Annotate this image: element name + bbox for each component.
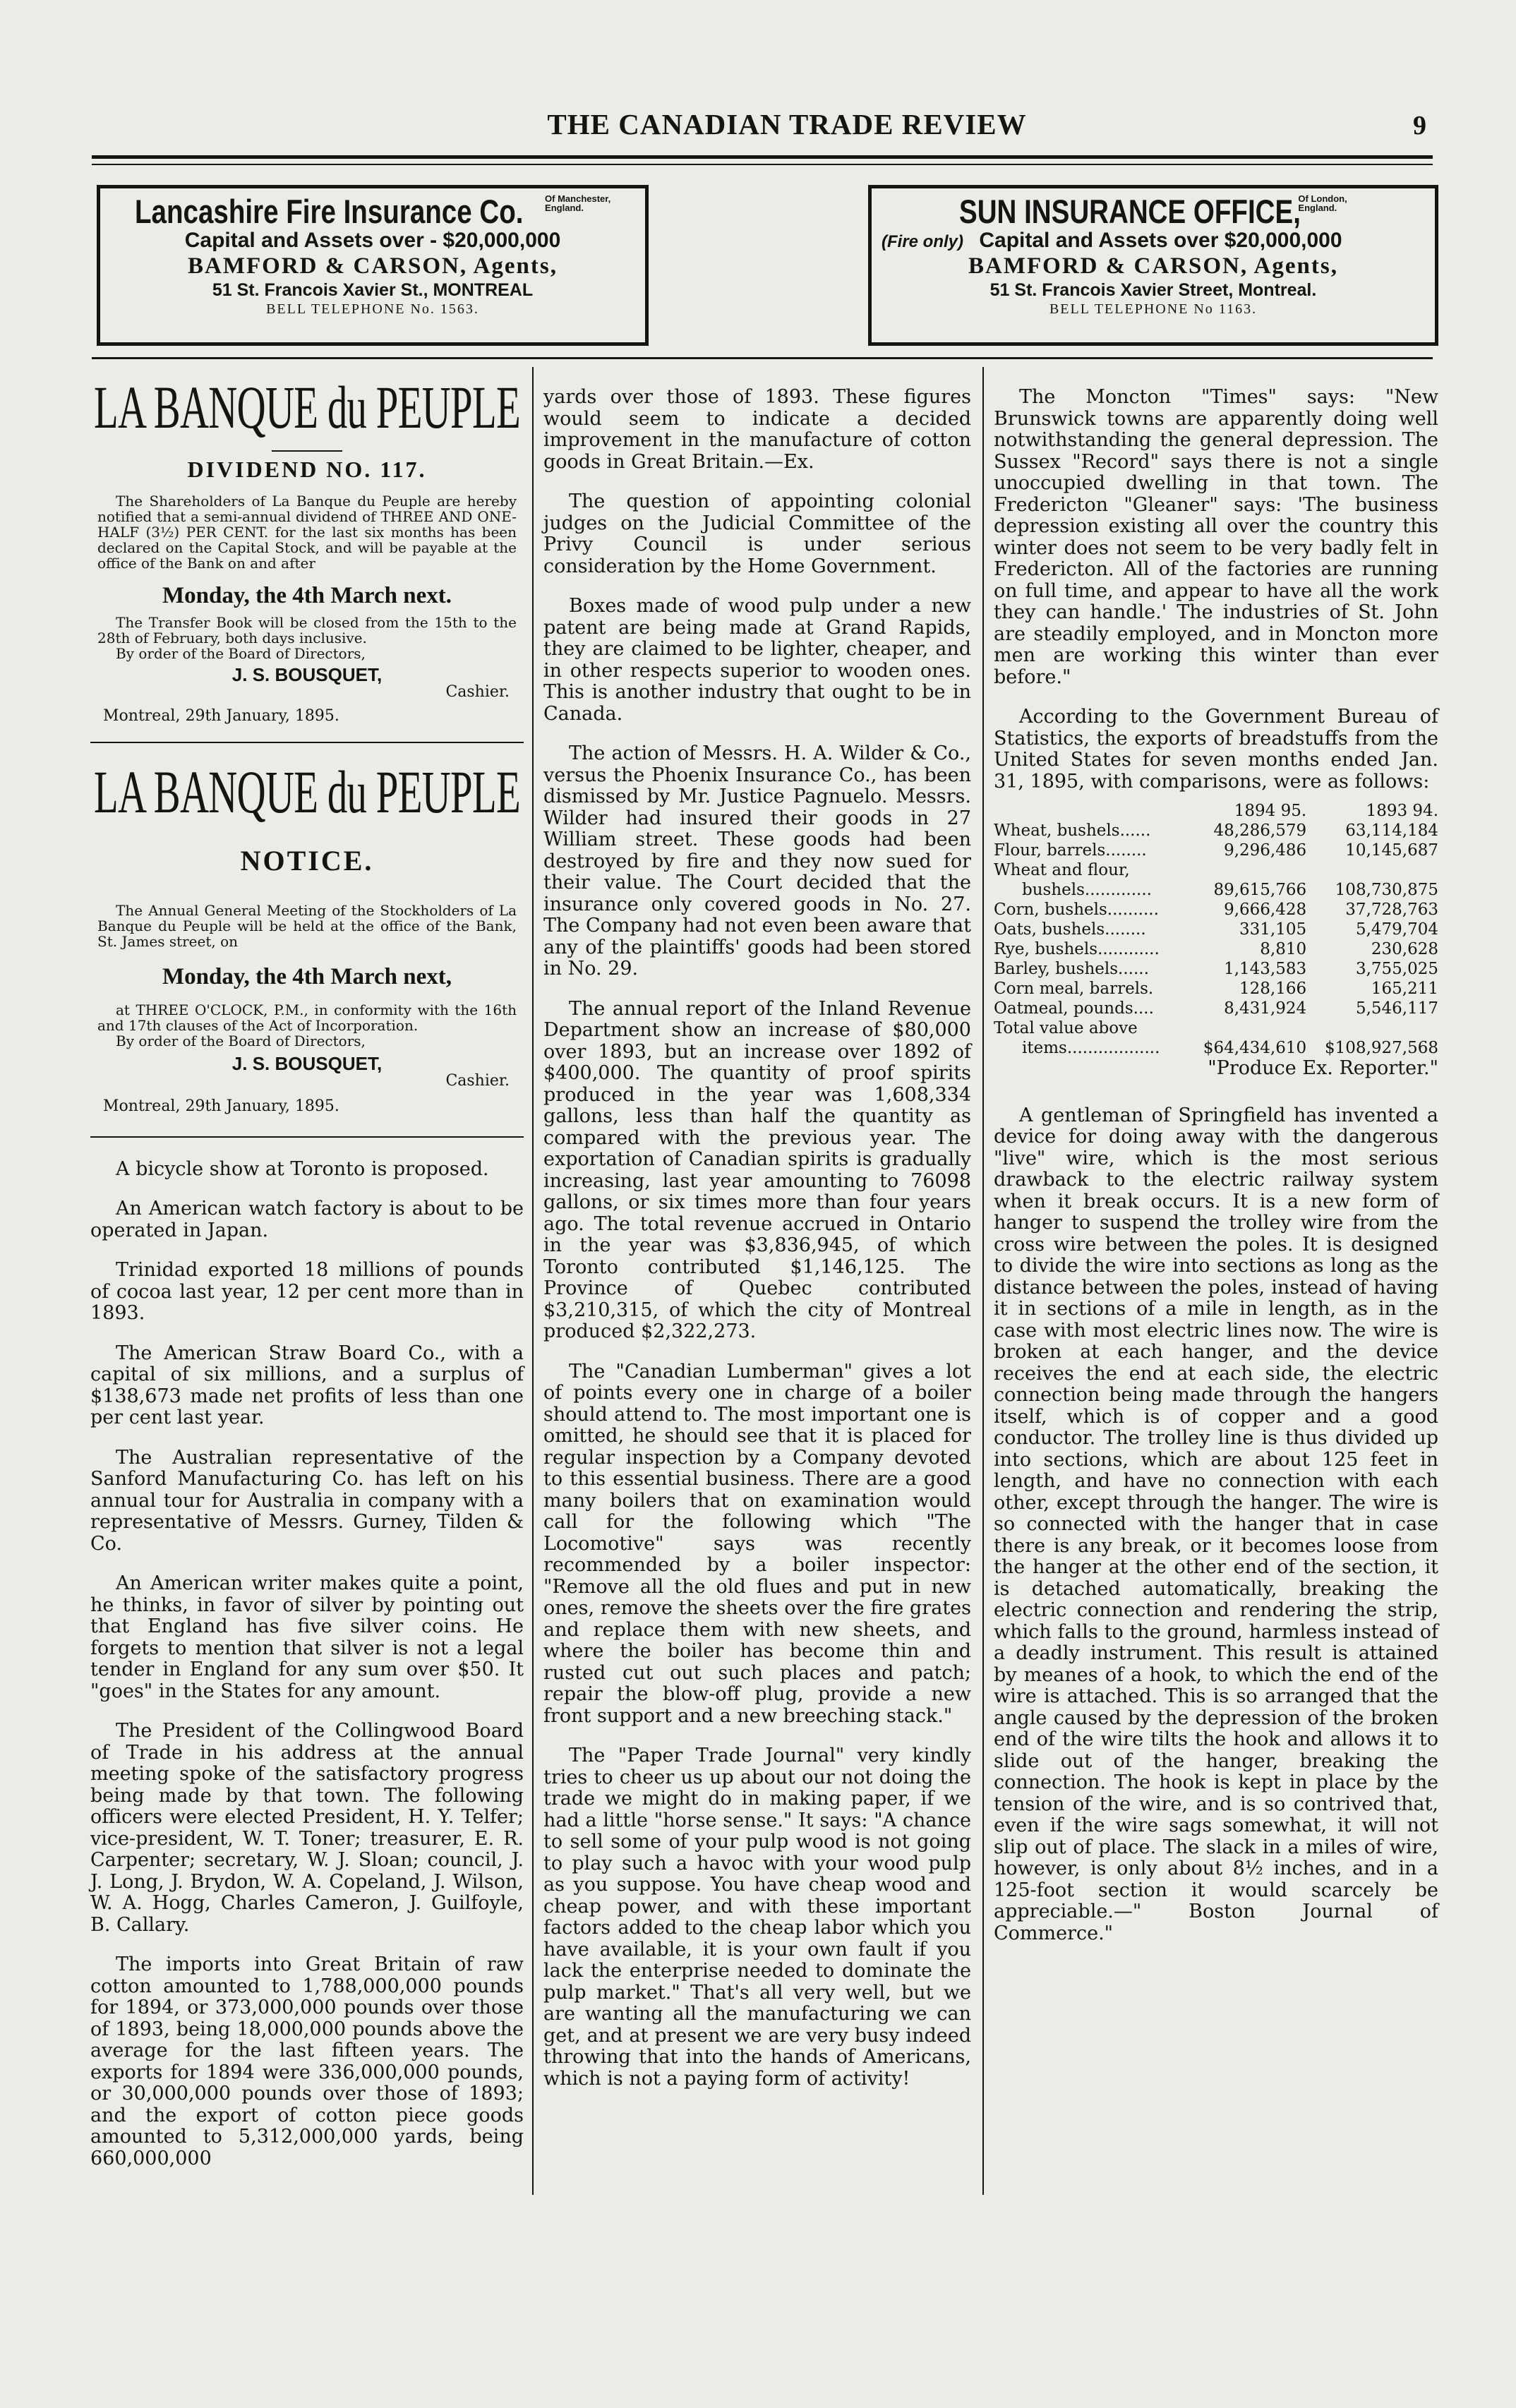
running-head-title: THE CANADIAN TRADE REVIEW bbox=[547, 108, 1027, 140]
table-row bbox=[994, 959, 1438, 979]
col2-item: yards over those of 1893. These figures would seem to indicate a decided improvement in the manufacture of cotton goods in Great Britain.—Ex. bbox=[543, 386, 971, 473]
table-row bbox=[994, 880, 1438, 900]
row-value-b: 230,628 bbox=[1371, 940, 1438, 958]
table-header-cell: 1894 95. bbox=[1234, 802, 1307, 820]
row-item: Total value above bbox=[994, 1019, 1138, 1037]
table-row bbox=[994, 900, 1438, 920]
ad-right-telephone: BELL TELEPHONE No 1163. bbox=[1049, 301, 1258, 317]
col1-item: An American writer makes quite a point, he thinks, in favor of silver by pointing out that England has five silver coins. He forgets to mention that silver is not a legal tender in England for any sum over $50. It "goes" in the States for any amount. bbox=[90, 1572, 524, 1702]
row-value-a: 1,143,583 bbox=[1224, 960, 1307, 978]
ad-left-address: 51 St. Francois Xavier St., MONTREAL bbox=[212, 279, 534, 300]
row-value-b: $108,927,568 bbox=[1325, 1039, 1438, 1057]
ad-left-origin-1: Of Manchester, bbox=[545, 193, 611, 204]
row-value-b: 108,730,875 bbox=[1335, 881, 1438, 899]
table-row bbox=[994, 920, 1438, 939]
column-1-news bbox=[90, 1159, 524, 2170]
dividend-role: Cashier. bbox=[445, 682, 510, 701]
row-value-b: 165,211 bbox=[1371, 980, 1438, 998]
meeting-signature: J. S. BOUSQUET, bbox=[231, 1053, 383, 1075]
meeting-body: The Annual General Meeting of the Stockholders of La Banque du Peuple will be held at the office of the Bank, St. James street, on bbox=[97, 902, 517, 951]
row-value-b: 5,479,704 bbox=[1355, 920, 1438, 939]
table-header-cell: 1893 94. bbox=[1366, 802, 1438, 820]
column-2 bbox=[543, 387, 971, 2090]
table-row bbox=[994, 860, 1438, 880]
col3-trolley-article: A gentleman of Springfield has invented a device for doing away with the dangerous "live" wire, which is the most serious drawback to the electric railway system when it break occurs. It is a new form of hanger to suspend the trolley wire from the cross wire between the poles. It is designed to divide the wire into sections as long as the distance between the poles, instead of having it in sections of a mile in length, as in the case with most electric lines now. The wire is broken at each hanger, and the device receives the end at each side, the electric connection being made through the hangers itself, which is of copper and a good conductor. The trolley line is thus divided up into sections, which are about 125 feet in length, and have no connection with each other, except through the hanger. The wire is so connected with the hanger that in case there is any break, or it becomes loose from the hanger at the other end of the section, it is detached automatically, breaking the electric connection and rendering the strip, which falls to the ground, harmless instead of a deadly instrument. This result is attained by meanes of a hook, to which the end of the wire is attached. This is so arranged that the angle caused by the depression of the broken end of the wire tilts the hook and allows it to slide out of the hanger, breaking the connection. The hook is kept in place by the tension of the wire, and is so contrived that, even if the wire sags somewhat, it will not slip out of place. The slack in a miles of wire, however, is only about 8½ inches, and in a 125-foot section it would scarcely be appreciable.—" Boston Journal of Commerce." bbox=[994, 1104, 1438, 1944]
table-row bbox=[994, 1038, 1438, 1058]
row-value-a bbox=[1186, 1018, 1306, 1038]
table-row bbox=[994, 841, 1438, 860]
table-row bbox=[994, 821, 1438, 841]
row-item: Oats, bushels........ bbox=[994, 920, 1146, 939]
row-item: items.................. bbox=[1022, 1039, 1160, 1057]
exports-source: "Produce Ex. Reporter." bbox=[1208, 1057, 1438, 1079]
row-value-b bbox=[1306, 1018, 1438, 1038]
ad-right-capital: Capital and Assets over $20,000,000 bbox=[979, 229, 1342, 253]
meeting-bank-name: LA BANQUE du PEUPLE bbox=[94, 757, 520, 826]
row-value-a: 48,286,579 bbox=[1213, 821, 1307, 840]
row-item: Corn, bushels.......... bbox=[994, 901, 1159, 919]
row-value-b: 37,728,763 bbox=[1345, 901, 1438, 919]
dividend-signature: J. S. BOUSQUET, bbox=[231, 664, 383, 686]
ad-left-agents: BAMFORD & CARSON, Agents, bbox=[188, 253, 558, 279]
row-value-b: 3,755,025 bbox=[1355, 960, 1438, 978]
dividend-dateline: Montreal, 29th January, 1895. bbox=[103, 707, 339, 726]
table-row bbox=[994, 999, 1438, 1018]
col2-item: The action of Messrs. H. A. Wilder & Co., versus the Phoenix Insurance Co., has been dismissed by Mr. Justice Pagnuelo. Messrs. Wilder had insured their goods in 27 William street. These goods had been destroyed by fire and they now sued for their value. The Court decided that the insurance only covered goods in No. 27. The Company had not even been aware that any of the plaintiffs' goods had been stored in No. 29. bbox=[543, 742, 971, 980]
row-item: Oatmeal, pounds.... bbox=[994, 999, 1154, 1018]
sun-insurance-ad bbox=[868, 185, 1438, 346]
table-row bbox=[994, 1018, 1438, 1038]
row-value-b: 63,114,184 bbox=[1345, 821, 1438, 840]
ad-left-origin-2: England. bbox=[545, 203, 584, 213]
dividend-heading: DIVIDEND NO. 117. bbox=[187, 457, 427, 482]
col2-item: Boxes made of wood pulp under a new patent are being made at Grand Rapids, they are claimed to be lighter, cheaper, and in other respects superior to wooden ones. This is another industry that ought to be in Canada. bbox=[543, 595, 971, 725]
row-item: Wheat and flour, bbox=[994, 861, 1130, 879]
row-value-a: 89,615,766 bbox=[1213, 881, 1307, 899]
col3-item: The Moncton "Times" says: "New Brunswick towns are apparently doing well notwithstanding the general depression. The Sussex "Record" says there is not a single unoccupied dwelling in that town. The Fredericton "Gleaner" says: 'The business depression existing all over the country this winter does not seem to be very badly felt in Fredericton. All of the factories are running on full time, and appear to have all the work they can handle.' The industries of St. John are steadily employed, and in Moncton more men are working this winter than ever before." bbox=[994, 386, 1438, 688]
col1-item: The American Straw Board Co., with a capital of six millions, and a surplus of $138,673 made net profits of less than one per cent last year. bbox=[90, 1342, 524, 1429]
row-value-b bbox=[1306, 860, 1438, 880]
ad-right-origin-1: Of London, bbox=[1298, 193, 1347, 204]
ad-left-brand: Lancashire Fire Insurance Co. bbox=[134, 193, 524, 230]
ad-right-brand: SUN INSURANCE OFFICE, bbox=[959, 193, 1301, 230]
row-value-a: 8,810 bbox=[1260, 940, 1307, 958]
column-rule-1 bbox=[532, 367, 534, 2195]
ad-left-capital: Capital and Assets over - $20,000,000 bbox=[184, 229, 561, 253]
row-item: Flour, barrels........ bbox=[994, 841, 1147, 860]
breadstuffs-exports-table bbox=[994, 801, 1438, 1058]
meeting-order: By order of the Board of Directors, bbox=[116, 1033, 366, 1050]
dividend-order: By order of the Board of Directors, bbox=[116, 645, 366, 663]
col1-item: The President of the Collingwood Board of Trade in his address at the annual meeting spoke of the satisfactory progress being made by that town. The following officers were elected President, H. Y. Telfer; vice-president, W. T. Toner; treasurer, E. R. Carpenter; secretary, W. J. Sloan; council, J. J. Long, J. Brydon, W. A. Copeland, J. Wilson, W. A. Hogg, Charles Cameron, J. Guilfoyle, B. Callary. bbox=[90, 1720, 524, 1936]
row-value-a: 331,105 bbox=[1239, 920, 1307, 939]
dividend-notice bbox=[90, 373, 524, 728]
col1-item: A bicycle show at Toronto is proposed. bbox=[116, 1157, 489, 1180]
row-value-a: $64,434,610 bbox=[1203, 1039, 1307, 1057]
head-rule-thick bbox=[92, 155, 1433, 159]
meeting-role: Cashier. bbox=[445, 1071, 510, 1090]
ad-right-agents: BAMFORD & CARSON, Agents, bbox=[968, 253, 1338, 279]
column-rule-2 bbox=[982, 367, 984, 2195]
col3-item: According to the Government Bureau of Statistics, the exports of breadstuffs from the United States for seven months ended Jan. 31, 1895, with comparisons, were as follows: bbox=[994, 706, 1438, 793]
row-value-b: 10,145,687 bbox=[1345, 841, 1438, 860]
meeting-date: Monday, the 4th March next, bbox=[162, 964, 452, 990]
meeting-notice bbox=[90, 757, 524, 1118]
col1-item: Trinidad exported 18 millions of pounds of cocoa last year, 12 per cent more than in 1893. bbox=[90, 1259, 524, 1325]
meeting-dateline: Montreal, 29th January, 1895. bbox=[103, 1097, 339, 1116]
ad-right-address: 51 St. Francois Xavier Street, Montreal. bbox=[989, 279, 1317, 300]
dividend-bank-name: LA BANQUE du PEUPLE bbox=[94, 373, 520, 441]
row-value-a: 9,296,486 bbox=[1224, 841, 1307, 860]
col1-item: The Australian representative of the Sanford Manufacturing Co. has left on his annual tour for Australia in company with a representative of Messrs. Gurney, Tilden & Co. bbox=[90, 1446, 524, 1555]
row-value-a: 9,666,428 bbox=[1224, 901, 1307, 919]
row-item: Barley, bushels...... bbox=[994, 960, 1149, 978]
row-item: bushels............. bbox=[1022, 881, 1152, 899]
row-item: Rye, bushels............ bbox=[994, 940, 1160, 958]
page-number: 9 bbox=[1413, 111, 1426, 140]
ads-bottom-rule bbox=[92, 357, 1433, 359]
column-3 bbox=[994, 387, 1438, 1944]
dividend-date: Monday, the 4th March next. bbox=[162, 582, 452, 608]
col1-item: The imports into Great Britain of raw cotton amounted to 1,788,000,000 pounds for 1894, or 373,000,000 pounds over those of 1893, being 18,000,000 pounds above the average for the last fifteen years. The exports for 1894 were 336,000,000 pounds, or 30,000,000 pounds over those of 1893; and the export of cotton piece goods amounted to 5,312,000,000 yards, being 660,000,000 bbox=[90, 1954, 524, 2169]
ad-right-fire-only: (Fire only) bbox=[882, 232, 964, 252]
row-value-a: 128,166 bbox=[1239, 980, 1307, 998]
ad-left-telephone: BELL TELEPHONE No. 1563. bbox=[266, 301, 479, 317]
meeting-time: at THREE O'CLOCK, P.M., in conformity with the 16th and 17th clauses of the Act of Incorporation. bbox=[97, 1001, 517, 1035]
dividend-transfer: The Transfer Book will be closed from the 15th to the 28th of February, both days inclusive. bbox=[97, 614, 517, 647]
col1-item: An American watch factory is about to be operated in Japan. bbox=[90, 1198, 524, 1241]
row-item: Wheat, bushels...... bbox=[994, 821, 1151, 840]
ad-right-origin-2: England. bbox=[1298, 203, 1337, 213]
column-1 bbox=[90, 374, 524, 2169]
lancashire-insurance-ad bbox=[97, 185, 649, 346]
head-rule-thin bbox=[92, 164, 1433, 165]
row-item: Corn meal, barrels. bbox=[994, 980, 1154, 998]
col2-item: The "Canadian Lumberman" gives a lot of points every one in charge of a boiler should attend to. The most important one is omitted, he should see that it is placed for regular inspection by a Company devoted to this essential business. There are a good many boilers that on examination would call for the following which "The Locomotive" says was recently recommended by a boiler inspector: "Remove all the old flues and put in new ones, remove the sheets over the fire grates and replace them with new sheets, and where the boiler has become thin and rusted cut out such places and patch; repair the blow-off plug, provide a new front support and a new breeching stack." bbox=[543, 1360, 971, 1727]
row-value-a bbox=[1186, 860, 1306, 880]
row-value-b: 5,546,117 bbox=[1355, 999, 1438, 1018]
table-row bbox=[994, 939, 1438, 959]
col2-item: The question of appointing colonial judges on the Judicial Committee of the Privy Council is under serious consideration by the Home Government. bbox=[543, 490, 971, 577]
table-row bbox=[994, 979, 1438, 999]
meeting-heading: NOTICE. bbox=[240, 844, 374, 877]
row-value-a: 8,431,924 bbox=[1224, 999, 1307, 1018]
table-header-row bbox=[994, 801, 1438, 821]
col2-item: The annual report of the Inland Revenue Department show an increase of $80,000 over 1893, but an increase over 1892 of $400,000. The quantity of proof spirits produced in the year was 1,608,334 gallons, less than half the quantity as compared with the previous year. The exportation of Canadian spirits is gradually increasing, last year amounting to 76098 gallons, or six times more than four years ago. The total revenue accrued in Ontario in the year was $3,836,945, of which Toronto contributed $1,146,125. The Province of Quebec contributed $3,210,315, of which the city of Montreal produced $2,322,273. bbox=[543, 997, 971, 1342]
col2-item: The "Paper Trade Journal" very kindly tries to cheer us up about our not doing the trade we might do in making paper, if we had a little "horse sense." It says: "A chance to sell some of your pulp wood is not going to play such a havoc with your wood pulp as you suppose. You have cheap wood and cheap power, and with these important factors added to the cheap labor which you have available, it is your own fault if you lack the enterprise needed to dominate the pulp market." That's all very well, but we are wanting all the manufacturing we can get, and at present we are very busy indeed throwing that into the hands of Americans, which is not a paying form of activity! bbox=[543, 1745, 971, 2090]
dividend-body: The Shareholders of La Banque du Peuple are hereby notified that a semi-annual dividend of THREE AND ONE-HALF (3½) PER CENT. for the last six months has been declared on the Capital Stock, and will be payable at the office of the Bank on and after bbox=[97, 492, 517, 572]
